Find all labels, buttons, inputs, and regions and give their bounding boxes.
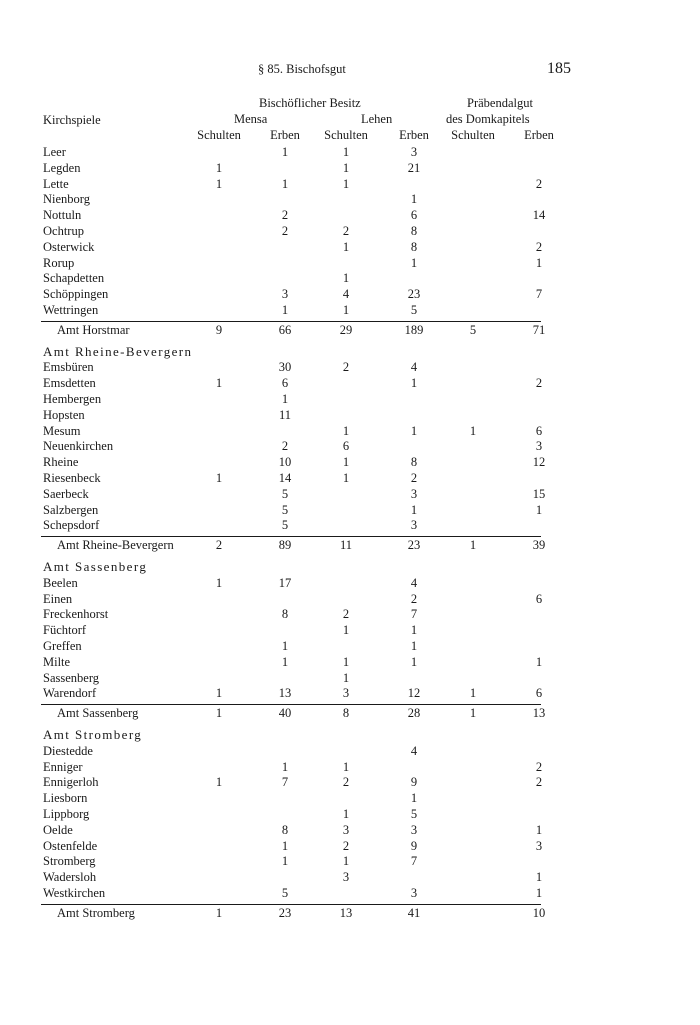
table-cell: 1 [410, 192, 418, 207]
row-label: Enniger [43, 759, 83, 774]
row-label: Saerbeck [43, 486, 89, 501]
table-cell: 9 [410, 775, 418, 790]
table-cell: 2 [342, 775, 350, 790]
table-cell: 3 [535, 439, 543, 454]
row-label: Wettringen [43, 303, 99, 317]
table-cell: 1 [410, 654, 418, 669]
column-header: Erben [399, 128, 429, 142]
row-label: Sassenberg [43, 670, 100, 685]
row-label: Einen [43, 591, 73, 606]
row-label: Ochtrup [43, 224, 84, 238]
table-cell: 11 [278, 407, 292, 422]
total-cell: 13 [339, 905, 353, 920]
header-domkapitel: des Domkapitels [446, 112, 530, 126]
table-cell: 5 [281, 518, 289, 533]
table-cell: 1 [342, 160, 350, 175]
table-cell: 1 [410, 791, 418, 806]
table-cell: 10 [278, 455, 292, 470]
table-cell: 1 [281, 303, 289, 317]
table-cell: 1 [215, 686, 223, 701]
row-label: Neuenkirchen [43, 439, 114, 454]
total-cell: 189 [404, 322, 424, 337]
row-label: Liesborn [43, 791, 88, 806]
row-label: Hembergen [43, 392, 102, 406]
table-cell: 21 [407, 160, 421, 175]
row-label: Nienborg [43, 192, 90, 207]
table-cell: 2 [342, 360, 350, 375]
table-cell: 4 [410, 575, 418, 590]
header-praebendalgut: Präbendalgut [467, 96, 533, 110]
row-label: Nottuln [43, 208, 82, 223]
row-label: Rheine [43, 455, 79, 470]
table-cell: 1 [535, 870, 543, 885]
table-cell: 1 [342, 807, 350, 821]
table-cell: 1 [410, 502, 418, 517]
table-cell: 5 [410, 807, 418, 821]
total-rule [41, 536, 541, 537]
table-cell: 4 [342, 287, 350, 302]
row-label: Diestedde [43, 743, 93, 758]
table-cell: 3 [410, 886, 418, 900]
row-label: Leer [43, 145, 66, 159]
table-cell: 6 [281, 376, 289, 391]
table-cell: 23 [407, 287, 421, 302]
row-label: Oelde [43, 822, 73, 837]
header-bischoefl: Bischöflicher Besitz [259, 96, 361, 110]
total-cell: 23 [407, 538, 421, 553]
total-cell: 28 [407, 706, 421, 721]
table-cell: 14 [278, 471, 292, 485]
table-cell: 3 [281, 287, 289, 302]
header-mensa: Mensa [234, 112, 268, 126]
total-rule [41, 321, 541, 322]
table-cell: 1 [281, 854, 289, 869]
table-cell: 1 [281, 759, 289, 774]
table-cell: 1 [342, 239, 350, 254]
table-cell: 2 [410, 591, 418, 606]
row-label: Greffen [43, 639, 82, 653]
row-label: Schöppingen [43, 287, 109, 302]
table-cell: 2 [410, 471, 418, 485]
table-cell: 3 [410, 145, 418, 159]
total-rule [41, 904, 541, 905]
table-cell: 1 [342, 145, 350, 159]
row-label: Hopsten [43, 407, 85, 422]
row-label: Füchtorf [43, 623, 87, 638]
table-cell: 1 [281, 838, 289, 853]
table-cell: 5 [281, 486, 289, 501]
table-cell: 1 [342, 759, 350, 774]
table-cell: 15 [532, 486, 546, 501]
row-label: Salzbergen [43, 502, 99, 517]
total-label: Amt Horstmar [57, 322, 130, 337]
row-label: Emsbüren [43, 360, 94, 375]
table-cell: 1 [410, 623, 418, 638]
table-cell: 1 [281, 654, 289, 669]
table-cell: 6 [535, 591, 543, 606]
row-label: Schapdetten [43, 271, 105, 286]
table-cell: 2 [535, 376, 543, 391]
row-label: Westkirchen [43, 886, 106, 900]
row-label: Mesum [43, 423, 81, 438]
total-cell: 89 [278, 538, 292, 553]
header-lehen: Lehen [361, 112, 393, 126]
total-cell: 1 [469, 706, 477, 721]
header-kirchspiele: Kirchspiele [43, 113, 101, 127]
total-cell: 2 [215, 538, 223, 553]
table-cell: 1 [342, 854, 350, 869]
row-label: Lippborg [43, 807, 90, 821]
row-label: Ennigerloh [43, 775, 99, 790]
table-cell: 4 [410, 360, 418, 375]
table-cell: 7 [535, 287, 543, 302]
table-cell: 1 [342, 303, 350, 317]
total-cell: 40 [278, 706, 292, 721]
table-cell: 8 [281, 607, 289, 622]
table-cell: 2 [535, 759, 543, 774]
table-cell: 1 [535, 822, 543, 837]
table-cell: 2 [342, 607, 350, 622]
table-cell: 1 [410, 376, 418, 391]
table-cell: 1 [215, 176, 223, 191]
table-cell: 1 [410, 255, 418, 270]
total-rule [41, 704, 541, 705]
column-header: Erben [270, 128, 300, 142]
table-cell: 2 [281, 439, 289, 454]
total-cell: 8 [342, 706, 350, 721]
row-label: Lette [43, 176, 69, 191]
total-cell: 1 [469, 538, 477, 553]
table-cell: 1 [342, 654, 350, 669]
table-cell: 1 [281, 145, 289, 159]
section-title: Amt Stromberg [43, 727, 143, 742]
table-cell: 7 [281, 775, 289, 790]
table-cell: 1 [342, 623, 350, 638]
table-cell: 6 [410, 208, 418, 223]
total-cell: 1 [215, 905, 223, 920]
table-cell: 8 [410, 455, 418, 470]
table-cell: 1 [342, 176, 350, 191]
row-label: Emsdetten [43, 376, 96, 391]
column-header: Schulten [324, 128, 368, 142]
table-cell: 2 [281, 208, 289, 223]
total-cell: 23 [278, 905, 292, 920]
table-cell: 1 [215, 775, 223, 790]
table-cell: 1 [215, 471, 223, 485]
row-label: Milte [43, 654, 71, 669]
row-label: Beelen [43, 575, 78, 590]
page-number: 185 [547, 60, 571, 77]
table-cell: 1 [535, 886, 543, 900]
table-cell: 1 [215, 575, 223, 590]
table-cell: 14 [532, 208, 546, 223]
total-cell: 71 [532, 322, 546, 337]
row-label: Schepsdorf [43, 518, 100, 533]
table-cell: 3 [535, 838, 543, 853]
table-cell: 6 [535, 423, 543, 438]
row-label: Freckenhorst [43, 607, 109, 622]
running-title: § 85. Bischofsgut [258, 62, 346, 76]
section-title: Amt Rheine-Bevergern [43, 343, 193, 359]
total-cell: 13 [532, 706, 546, 721]
table-cell: 12 [532, 455, 546, 470]
table-cell: 8 [410, 239, 418, 254]
table-cell: 1 [342, 471, 350, 485]
total-cell: 39 [532, 538, 546, 553]
table-cell: 3 [342, 822, 350, 837]
total-cell: 11 [339, 538, 353, 553]
row-label: Rorup [43, 255, 75, 270]
table-cell: 5 [281, 886, 289, 900]
table-cell: 1 [469, 423, 477, 438]
table-cell: 2 [281, 224, 289, 238]
total-label: Amt Rheine-Bevergern [57, 538, 174, 553]
table-cell: 1 [535, 255, 543, 270]
table-cell: 1 [410, 423, 418, 438]
row-label: Riesenbeck [43, 471, 101, 485]
section-title: Amt Sassenberg [43, 559, 148, 574]
row-label: Osterwick [43, 239, 95, 254]
table-cell: 1 [215, 376, 223, 391]
table-cell: 1 [281, 639, 289, 653]
table-cell: 5 [410, 303, 418, 317]
table-cell: 1 [215, 160, 223, 175]
total-cell: 10 [532, 905, 546, 920]
table-cell: 3 [342, 686, 350, 701]
total-label: Amt Sassenberg [57, 706, 139, 721]
total-cell: 66 [278, 322, 292, 337]
table-cell: 17 [278, 575, 292, 590]
table-cell: 7 [410, 607, 418, 622]
table-cell: 1 [342, 423, 350, 438]
table-cell: 1 [410, 639, 418, 653]
table-cell: 2 [535, 775, 543, 790]
table-cell: 2 [535, 239, 543, 254]
row-label: Stromberg [43, 854, 96, 869]
table-cell: 1 [281, 176, 289, 191]
total-cell: 1 [215, 706, 223, 721]
table-cell: 1 [535, 502, 543, 517]
table-cell: 13 [278, 686, 292, 701]
total-cell: 29 [339, 322, 353, 337]
table-cell: 1 [342, 271, 350, 286]
table-cell: 1 [535, 654, 543, 669]
table-cell: 3 [410, 822, 418, 837]
table-cell: 8 [410, 224, 418, 238]
running-head [0, 60, 700, 79]
table-cell: 7 [410, 854, 418, 869]
table-cell: 1 [342, 455, 350, 470]
table-cell: 2 [342, 838, 350, 853]
table-cell: 8 [281, 822, 289, 837]
total-cell: 5 [469, 322, 477, 337]
total-label: Amt Stromberg [57, 905, 135, 920]
row-label: Wadersloh [43, 870, 97, 885]
table-cell: 9 [410, 838, 418, 853]
table-cell: 30 [278, 360, 292, 375]
table-cell: 3 [342, 870, 350, 885]
table-cell: 1 [469, 686, 477, 701]
column-header: Schulten [197, 128, 241, 142]
column-header: Schulten [451, 128, 495, 142]
table-cell: 1 [342, 670, 350, 685]
table-cell: 5 [281, 502, 289, 517]
table-cell: 1 [281, 392, 289, 406]
row-label: Warendorf [43, 686, 97, 701]
total-cell: 9 [215, 322, 223, 337]
table-cell: 6 [342, 439, 350, 454]
table-cell: 12 [407, 686, 421, 701]
table-cell: 4 [410, 743, 418, 758]
table-cell: 6 [535, 686, 543, 701]
row-label: Legden [43, 160, 81, 175]
table-cell: 2 [535, 176, 543, 191]
total-cell: 41 [407, 905, 421, 920]
table-cell: 3 [410, 486, 418, 501]
table-cell: 2 [342, 224, 350, 238]
column-header: Erben [524, 128, 554, 142]
row-label: Ostenfelde [43, 838, 98, 853]
table-cell: 3 [410, 518, 418, 533]
